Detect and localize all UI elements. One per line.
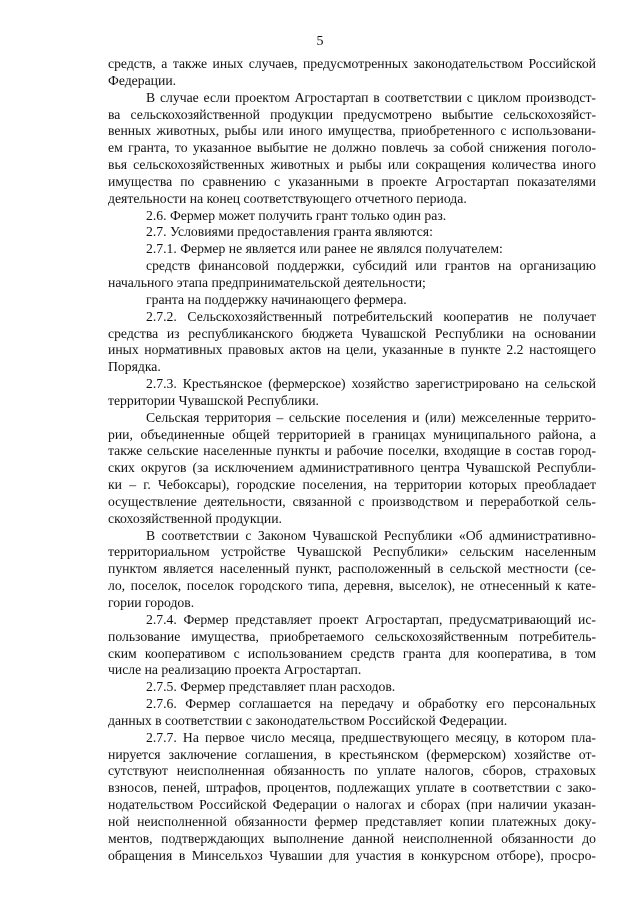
text-line: нируется заключение соглашения, в крестьянском (фермерском) хозяйстве от-	[108, 746, 596, 762]
text-line: взносов, пеней, штрафов, процентов, подлежащих уплате в соответствии с зако-	[108, 780, 596, 796]
text-line: территориальном устройстве Чувашской Республики» сельским населенным	[108, 544, 596, 560]
text-line: пунктом является населенный пункт, расположенный в сельской местности (се-	[108, 561, 596, 577]
text-line: ских округов (за исключением административного центра Чувашской Республи-	[108, 460, 596, 476]
text-line: Порядка.	[108, 359, 161, 375]
text-line: ло, поселок, поселок городского типа, деревня, выселок), не отнесенный к кате-	[108, 578, 596, 594]
text-line: рии, объединенные общей территорией в границах муниципального района, а	[108, 426, 596, 442]
text-line: средств финансовой поддержки, субсидий или грантов на организацию	[146, 258, 596, 274]
text-line: сутствуют неисполненная обязанность по уплате налогов, сборов, страховых	[108, 763, 596, 779]
page-number: 5	[316, 34, 324, 49]
text-line: ментов, подтверждающих выполнение данной неисполненной обязанности до	[108, 830, 596, 846]
text-line: также сельские населенные пункты и рабочие поселки, входящие в состав город-	[108, 443, 596, 459]
text-line: иных нормативных правовых актов на цели, указанные в пункте 2.2 настоящего	[108, 342, 596, 358]
text-line: 2.7.5. Фермер представляет план расходов.	[146, 679, 396, 695]
text-line: нодательством Российской Федерации о налогах и сборах (при наличии указан-	[108, 797, 596, 813]
document-body	[108, 56, 596, 865]
text-line: ной неисполненной обязанности фермер представляет копии платежных доку-	[108, 813, 596, 829]
text-line: Федерации.	[108, 72, 177, 88]
text-line: 2.6. Фермер может получить грант только один раз.	[146, 207, 447, 223]
text-line: венных животных, рыбы или иного имущества, приобретенного с использовани-	[108, 123, 596, 139]
text-line: 2.7.2. Сельскохозяйственный потребительский кооператив не получает	[146, 308, 596, 324]
text-line: скохозяйственной продукции.	[108, 510, 282, 526]
text-line: начального этапа предпринимательской деятельности;	[108, 274, 426, 290]
text-line: 2.7.1. Фермер не является или ранее не являлся получателем:	[146, 241, 503, 257]
text-line: 2.7.3. Крестьянское (фермерское) хозяйство зарегистрировано на сельской	[146, 376, 596, 392]
text-line: 2.7. Условиями предоставления гранта являются:	[146, 224, 433, 240]
text-line: вья сельскохозяйственных животных и рыбы или сокращения количества иного	[108, 157, 596, 173]
text-line: имущества по сравнению с указанными в проекте Агростартап показателями	[108, 173, 596, 189]
text-line: гории городов.	[108, 595, 195, 610]
text-line: ки – г. Чебоксары), городские поселения, на территории которых преобладает	[108, 477, 596, 493]
text-line: В случае если проектом Агростартап в соответствии с циклом производст-	[146, 89, 596, 105]
text-line: ским кооперативом с использованием средств гранта для кооператива, в том	[108, 645, 596, 661]
text-line: ем гранта, то указанное выбытие не должно повлечь за собой снижения поголо-	[108, 140, 596, 156]
text-line: В соответствии с Законом Чувашской Республики «Об административно-	[146, 527, 596, 543]
text-line: числе на реализацию проекта Агростартап.	[108, 662, 362, 678]
text-line: обращения в Минсельхоз Чувашии для участия в конкурсном отборе), просро-	[108, 847, 596, 863]
text-line: Сельская территория – сельские поселения и (или) межселенные террито-	[146, 409, 596, 425]
text-line: 2.7.7. На первое число месяца, предшествующего месяцу, в котором пла-	[146, 729, 596, 745]
text-line: гранта на поддержку начинающего фермера.	[146, 291, 407, 307]
text-line: 2.7.4. Фермер представляет проект Агростартап, предусматривающий ис-	[146, 611, 596, 627]
text-line: средств, а также иных случаев, предусмотренных законодательством Российской	[108, 56, 596, 71]
text-line: деятельности на конец соответствующего отчетного периода.	[108, 190, 467, 206]
text-line: ва сельскохозяйственной продукции предусмотрено выбытие сельскохозяйст-	[108, 106, 596, 122]
text-line: 2.7.6. Фермер соглашается на передачу и обработку его персональных	[146, 696, 596, 712]
text-line: данных в соответствии с законодательством Российской Федерации.	[108, 712, 508, 728]
text-line: пользование имущества, приобретаемого сельскохозяйственным потребитель-	[108, 628, 596, 644]
text-line: осуществление деятельности, связанной с производством и переработкой сель-	[108, 493, 596, 509]
text-line: территории Чувашской Республики.	[108, 392, 319, 408]
text-line: средства из республиканского бюджета Чувашской Республики на основании	[108, 325, 596, 341]
